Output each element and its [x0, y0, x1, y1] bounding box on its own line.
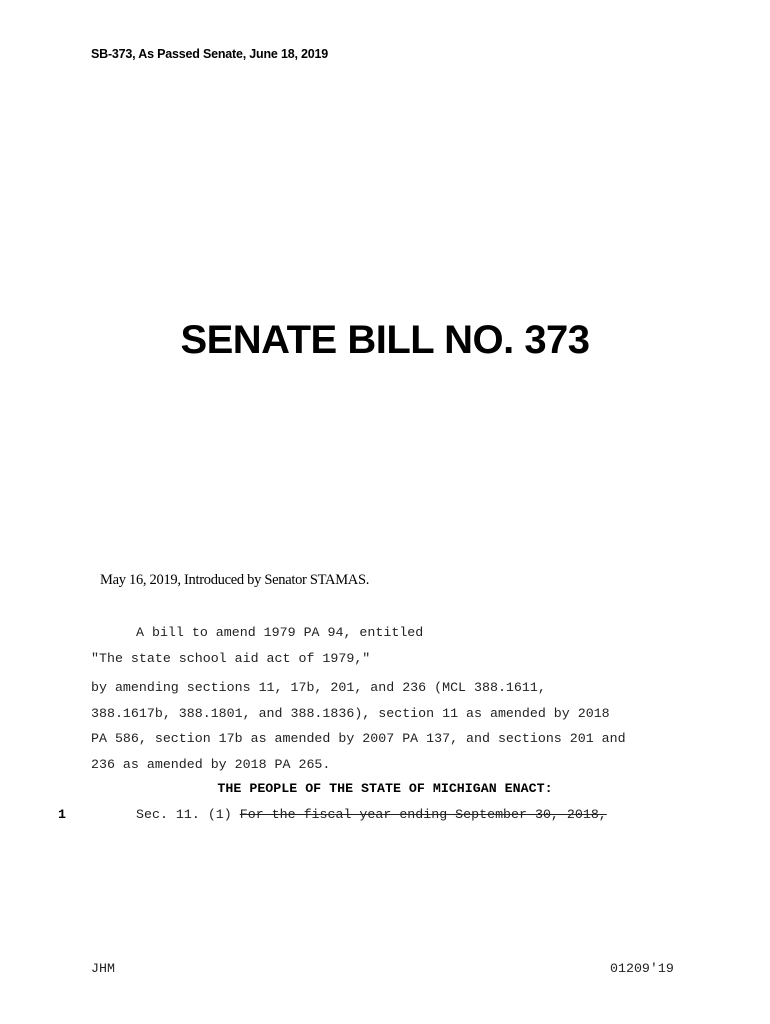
struck-text: For the fiscal year ending September 30, 2018, [239, 807, 607, 822]
bill-title: SENATE BILL NO. 373 [180, 318, 590, 362]
introduction-line: May 16, 2019, Introduced by Senator STAMAS. [100, 572, 370, 588]
bill-description-line-2: "The state school aid act of 1979," [91, 651, 371, 666]
enacting-clause: THE PEOPLE OF THE STATE OF MICHIGAN ENACT: [217, 781, 553, 796]
section-line [136, 807, 607, 822]
section-lead: Sec. 11. (1) [136, 807, 240, 822]
amend-line-4: 236 as amended by 2018 PA 265. [91, 757, 331, 772]
line-number: 1 [58, 807, 66, 822]
header-status-line: SB-373, As Passed Senate, June 18, 2019 [91, 47, 329, 61]
amend-line-3: PA 586, section 17b as amended by 2007 PA 137, and sections 201 and [91, 731, 626, 746]
bill-description-line-1: A bill to amend 1979 PA 94, entitled [136, 625, 424, 640]
amend-line-2: 388.1617b, 388.1801, and 388.1836), section 11 as amended by 2018 [91, 706, 610, 721]
footer-code: 01209'19 [610, 961, 674, 976]
amend-line-1: by amending sections 11, 17b, 201, and 236 (MCL 388.1611, [91, 680, 546, 695]
footer-initials: JHM [91, 961, 115, 976]
